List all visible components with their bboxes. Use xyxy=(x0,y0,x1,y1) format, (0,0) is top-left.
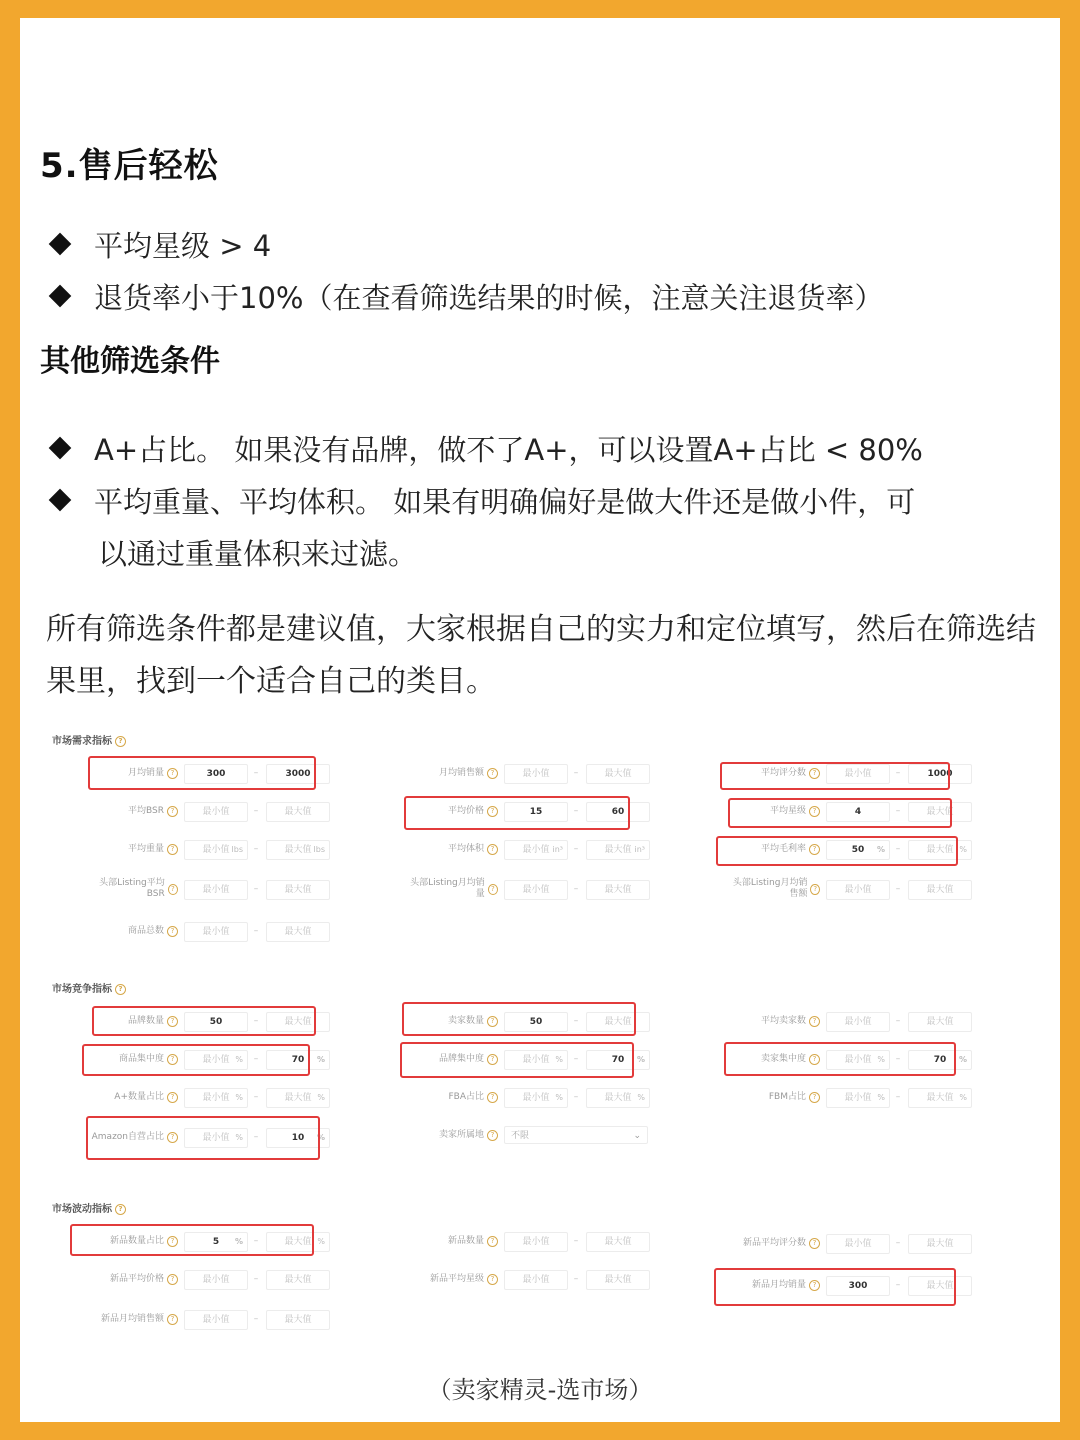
help-icon: ? xyxy=(809,1280,820,1291)
filter-field: 平均评分数 ? 最小值 – 1000 xyxy=(740,760,980,786)
filter-field: 平均星级 ? 4 – 最大值 xyxy=(740,798,980,824)
min-input[interactable]: 最小值 xyxy=(184,1270,248,1290)
filter-field: 头部Listing月均销售额 ? 最小值 – 最大值 xyxy=(740,876,980,902)
min-input[interactable]: 最小值 xyxy=(826,764,890,784)
help-icon: ? xyxy=(487,844,498,855)
min-input[interactable]: 最小值 % xyxy=(184,1050,248,1070)
help-icon: ? xyxy=(487,1054,498,1065)
highlight-box xyxy=(724,1042,956,1076)
min-input[interactable]: 最小值 % xyxy=(826,1088,890,1108)
filter-field: 月均销量 ? 300 – 3000 xyxy=(98,760,338,786)
help-icon: ? xyxy=(487,1236,498,1247)
filter-field: 卖家集中度 ? 最小值 % – 70 % xyxy=(740,1046,980,1072)
filter-field: 平均体积 ? 最小值 in³ – 最大值 in³ xyxy=(418,836,658,862)
max-input[interactable]: 最大值 xyxy=(586,1232,650,1252)
filter-screenshot xyxy=(38,708,967,1348)
max-input[interactable]: 最大值 xyxy=(266,922,330,942)
highlight-box xyxy=(402,1002,636,1036)
help-icon: ? xyxy=(809,844,820,855)
max-input[interactable]: 最大值 in³ xyxy=(586,840,650,860)
help-icon: ? xyxy=(488,884,498,895)
highlight-box xyxy=(88,756,316,790)
filter-field: FBM占比 ? 最小值 % – 最大值 % xyxy=(740,1084,980,1110)
filter-field: 新品平均价格 ? 最小值 – 最大值 xyxy=(98,1266,338,1292)
max-input[interactable]: 最大值 xyxy=(908,802,972,822)
help-icon: ? xyxy=(167,1054,178,1065)
min-input[interactable]: 最小值 xyxy=(184,922,248,942)
min-input[interactable]: 最小值 xyxy=(504,764,568,784)
min-input[interactable]: 5 % xyxy=(184,1232,248,1252)
help-icon: ? xyxy=(167,768,178,779)
filter-field: 商品总数 ? 最小值 – 最大值 xyxy=(98,918,338,944)
highlight-box xyxy=(716,836,958,866)
max-input[interactable]: 70 % xyxy=(908,1050,972,1070)
max-input[interactable]: 最大值 xyxy=(266,1270,330,1290)
help-icon: ? xyxy=(810,884,820,895)
help-icon: ? xyxy=(487,1130,498,1141)
help-icon: ? xyxy=(167,1092,178,1103)
diamond-bullet-icon xyxy=(49,233,72,256)
max-input[interactable]: 最大值 xyxy=(908,1234,972,1254)
max-input[interactable]: 最大值 xyxy=(586,1270,650,1290)
min-input[interactable]: 最小值 xyxy=(504,1270,568,1290)
min-input[interactable]: 最小值 xyxy=(504,880,568,900)
max-input[interactable]: 最大值 xyxy=(586,764,650,784)
max-input[interactable]: 最大值 xyxy=(586,880,650,900)
filter-field: Amazon自营占比 ? 最小值 % – 10 % xyxy=(98,1124,338,1150)
help-icon: ? xyxy=(167,1016,178,1027)
highlight-box xyxy=(404,796,630,830)
help-icon: ? xyxy=(809,1054,820,1065)
section-title-demand: 市场需求指标 ? xyxy=(52,732,126,747)
max-input[interactable]: 最大值 xyxy=(266,1012,330,1032)
help-icon: ? xyxy=(167,844,178,855)
filter-field: 商品集中度 ? 最小值 % – 70 % xyxy=(98,1046,338,1072)
filter-field: 卖家所属地 ? 不限 ⌄ xyxy=(418,1122,658,1148)
max-input[interactable]: 3000 xyxy=(266,764,330,784)
help-icon: ? xyxy=(809,1016,820,1027)
max-input[interactable]: 最大值 xyxy=(586,1012,650,1032)
filter-field: 新品月均销量 ? 300 – 最大值 xyxy=(740,1272,980,1298)
max-input[interactable]: 60 xyxy=(586,802,650,822)
max-input[interactable]: 最大值 % xyxy=(266,1232,330,1252)
help-icon: ? xyxy=(167,926,178,937)
min-input[interactable]: 最小值 in³ xyxy=(504,840,568,860)
section-title-competition: 市场竞争指标 ? xyxy=(52,980,126,995)
max-input[interactable]: 70 % xyxy=(586,1050,650,1070)
min-input[interactable]: 50 xyxy=(184,1012,248,1032)
help-icon: ? xyxy=(115,984,126,995)
bullet-item: A+占比。 如果没有品牌，做不了A+，可以设置A+占比 < 80% xyxy=(52,424,923,476)
max-input[interactable]: 最大值 % xyxy=(266,1088,330,1108)
diamond-bullet-icon xyxy=(49,489,72,512)
max-input[interactable]: 最大值 % xyxy=(908,840,972,860)
filter-field: 新品月均销售额 ? 最小值 – 最大值 xyxy=(98,1306,338,1332)
help-icon: ? xyxy=(167,806,178,817)
section-heading: 5.售后轻松 xyxy=(40,146,219,186)
max-input[interactable]: 最大值 % xyxy=(586,1088,650,1108)
image-caption: （卖家精灵-选市场） xyxy=(427,1376,653,1404)
min-input[interactable]: 15 xyxy=(504,802,568,822)
max-input[interactable]: 最大值 xyxy=(908,880,972,900)
min-input[interactable]: 最小值 % xyxy=(504,1050,568,1070)
subheading: 其他筛选条件 xyxy=(40,344,220,379)
filter-field: 新品数量占比 ? 5 % – 最大值 % xyxy=(98,1228,338,1254)
min-input[interactable]: 最小值 xyxy=(826,1012,890,1032)
min-input[interactable]: 最小值 % xyxy=(184,1128,248,1148)
min-input[interactable]: 最小值 xyxy=(184,802,248,822)
min-input[interactable]: 最小值 % xyxy=(184,1088,248,1108)
section-title-volatility: 市场波动指标 ? xyxy=(52,1200,126,1215)
diamond-bullet-icon xyxy=(49,437,72,460)
min-input[interactable]: 最小值 % xyxy=(826,1050,890,1070)
filter-field: 品牌集中度 ? 最小值 % – 70 % xyxy=(418,1046,658,1072)
max-input[interactable]: 最大值 xyxy=(266,880,330,900)
help-icon: ? xyxy=(487,1274,498,1285)
help-icon: ? xyxy=(167,1132,178,1143)
max-input[interactable]: 70 % xyxy=(266,1050,330,1070)
help-icon: ? xyxy=(487,806,498,817)
filter-field: 新品数量 ? 最小值 – 最大值 xyxy=(418,1228,658,1254)
highlight-box xyxy=(70,1224,314,1256)
highlight-box xyxy=(720,762,950,790)
min-input[interactable]: 最小值 xyxy=(826,1234,890,1254)
max-input[interactable]: 10 % xyxy=(266,1128,330,1148)
bullet-item: 退货率小于10%（在查看筛选结果的时候，注意关注退货率） xyxy=(52,272,883,324)
help-icon: ? xyxy=(809,1238,820,1249)
highlight-box xyxy=(728,798,952,828)
highlight-box xyxy=(400,1042,634,1078)
min-input[interactable]: 最小值 % xyxy=(504,1088,568,1108)
help-icon: ? xyxy=(809,806,820,817)
min-input[interactable]: 300 xyxy=(826,1276,890,1296)
help-icon: ? xyxy=(115,1204,126,1215)
min-input[interactable]: 300 xyxy=(184,764,248,784)
filter-field: 头部Listing平均BSR ? 最小值 – 最大值 xyxy=(98,876,338,902)
filter-field: 平均毛利率 ? 50 % – 最大值 % xyxy=(740,836,980,862)
max-input[interactable]: 最大值 % xyxy=(908,1088,972,1108)
filter-field: 品牌数量 ? 50 – 最大值 xyxy=(98,1008,338,1034)
help-icon: ? xyxy=(167,1236,178,1247)
diamond-bullet-icon xyxy=(49,285,72,308)
highlight-box xyxy=(714,1268,956,1306)
help-icon: ? xyxy=(809,1092,820,1103)
help-icon: ? xyxy=(115,736,126,747)
filter-field: 新品平均星级 ? 最小值 – 最大值 xyxy=(418,1266,658,1292)
help-icon: ? xyxy=(167,1274,178,1285)
min-input[interactable]: 最小值 xyxy=(184,880,248,900)
help-icon: ? xyxy=(487,1092,498,1103)
filter-field: 新品平均评分数 ? 最小值 – 最大值 xyxy=(740,1230,980,1256)
help-icon: ? xyxy=(168,884,178,895)
min-input[interactable]: 4 xyxy=(826,802,890,822)
filter-field: 平均重量 ? 最小值 lbs – 最大值 lbs xyxy=(98,836,338,862)
filter-field: FBA占比 ? 最小值 % – 最大值 % xyxy=(418,1084,658,1110)
highlight-box xyxy=(86,1116,320,1160)
help-icon: ? xyxy=(809,768,820,779)
min-input[interactable]: 50 % xyxy=(826,840,890,860)
chevron-down-icon: ⌄ xyxy=(633,1131,641,1141)
filter-field: 卖家数量 ? 50 – 最大值 xyxy=(418,1008,658,1034)
max-input[interactable]: 最大值 xyxy=(266,802,330,822)
max-input[interactable]: 最大值 lbs xyxy=(266,840,330,860)
max-input[interactable]: 最大值 xyxy=(908,1012,972,1032)
max-input[interactable]: 最大值 xyxy=(266,1310,330,1330)
filter-field: 月均销售额 ? 最小值 – 最大值 xyxy=(418,760,658,786)
help-icon: ? xyxy=(167,1314,178,1325)
seller-location-select[interactable]: 不限 ⌄ xyxy=(504,1126,648,1144)
help-icon: ? xyxy=(487,768,498,779)
summary-paragraph: 所有筛选条件都是建议值，大家根据自己的实力和定位填写，然后在筛选结果里，找到一个适合自己的类目。 xyxy=(46,612,1036,699)
filter-field: A+数量占比 ? 最小值 % – 最大值 % xyxy=(98,1084,338,1110)
highlight-box xyxy=(82,1044,310,1076)
highlight-box xyxy=(92,1006,316,1036)
help-icon: ? xyxy=(487,1016,498,1027)
filter-field: 平均价格 ? 15 – 60 xyxy=(418,798,658,824)
min-input[interactable]: 最小值 lbs xyxy=(184,840,248,860)
max-input[interactable]: 最大值 xyxy=(908,1276,972,1296)
max-input[interactable]: 1000 xyxy=(908,764,972,784)
bullet-item: 平均重量、平均体积。 如果有明确偏好是做大件还是做小件，可 以通过重量体积来过滤。 xyxy=(52,476,915,528)
min-input[interactable]: 最小值 xyxy=(504,1232,568,1252)
min-input[interactable]: 最小值 xyxy=(826,880,890,900)
filter-field: 平均BSR ? 最小值 – 最大值 xyxy=(98,798,338,824)
filter-field: 平均卖家数 ? 最小值 – 最大值 xyxy=(740,1008,980,1034)
min-input[interactable]: 50 xyxy=(504,1012,568,1032)
filter-field: 头部Listing月均销量 ? 最小值 – 最大值 xyxy=(418,876,658,902)
min-input[interactable]: 最小值 xyxy=(184,1310,248,1330)
bullet-item: 平均星级 > 4 xyxy=(52,220,271,272)
